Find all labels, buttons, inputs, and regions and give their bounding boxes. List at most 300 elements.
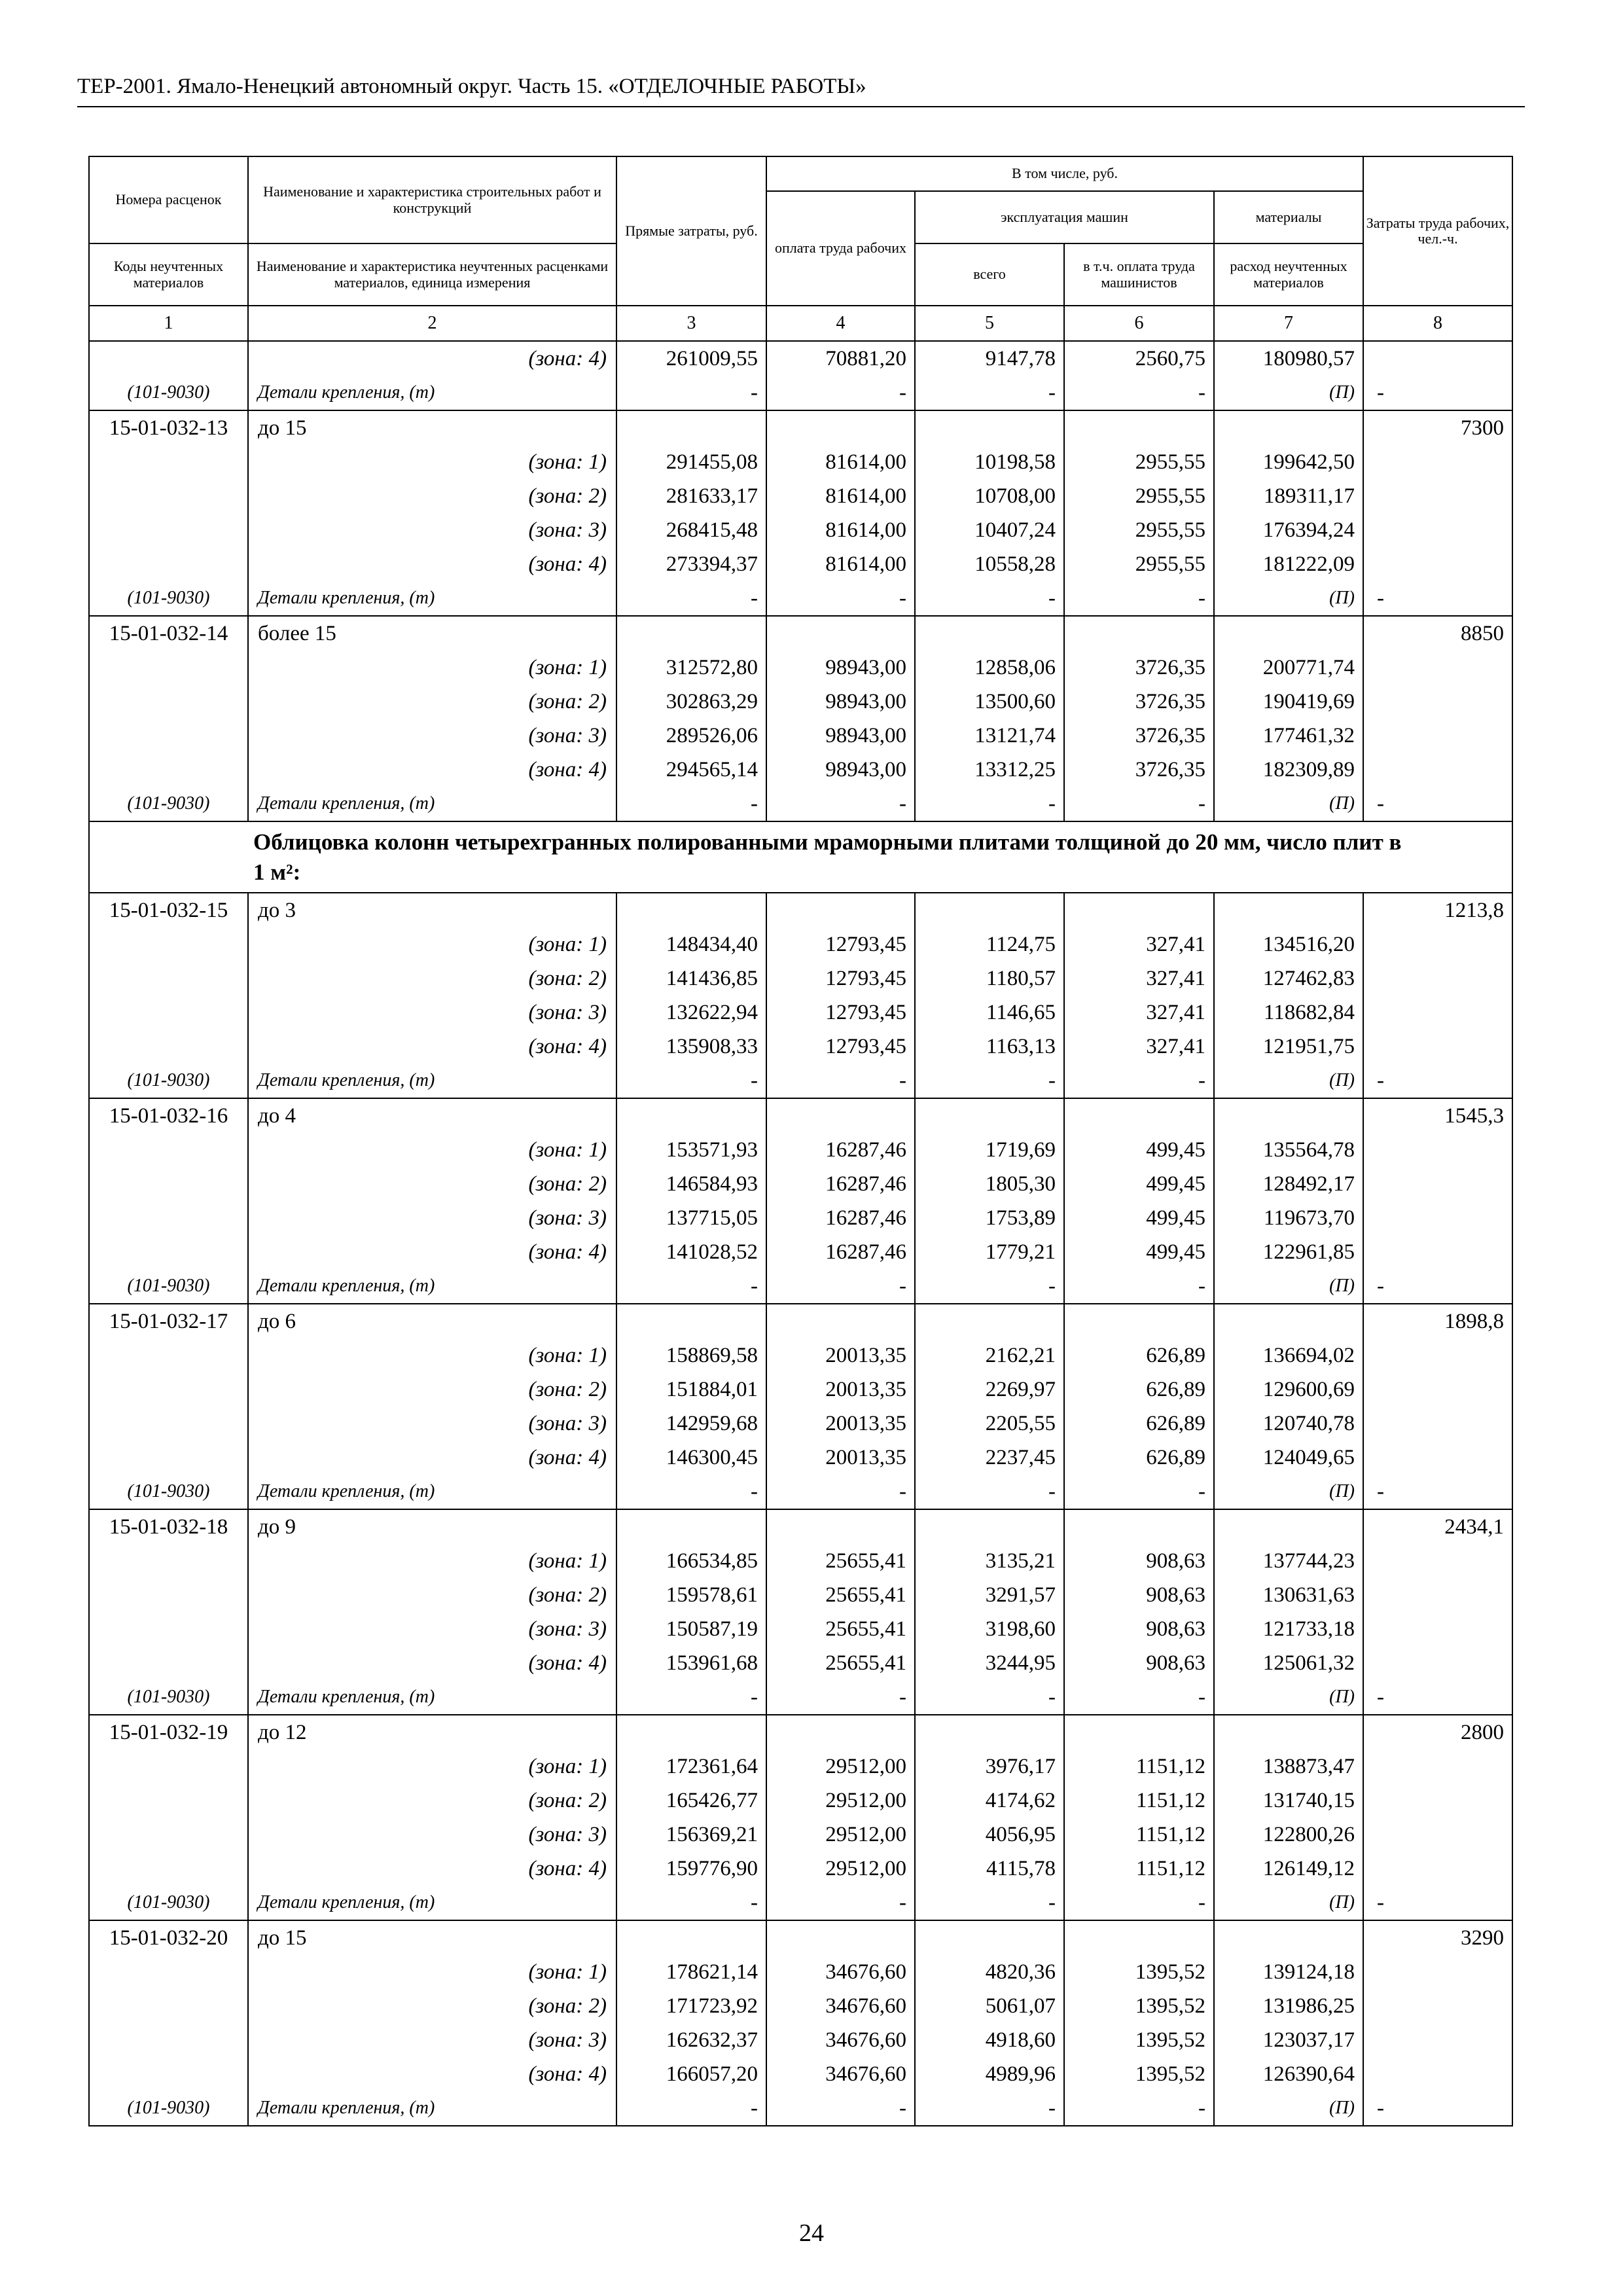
material-value: - — [766, 1680, 915, 1715]
zone-row — [89, 1407, 1512, 1441]
material-value: - — [1064, 1064, 1214, 1098]
col2-header-bottom: Наименование и характеристика неучтенных расценками материалов, единица измерения — [248, 243, 616, 306]
empty-cell — [89, 547, 248, 581]
cost-value: 20013,35 — [766, 1407, 915, 1441]
empty-cell — [766, 616, 915, 651]
col2-header-top: Наименование и характеристика строительных работ и конструкций — [248, 156, 616, 243]
cost-value: 176394,24 — [1214, 513, 1363, 547]
labor-cost: 2800 — [1363, 1715, 1512, 1749]
empty-cell — [1363, 1955, 1512, 1989]
cost-value: 124049,65 — [1214, 1441, 1363, 1475]
cost-value: 499,45 — [1064, 1167, 1214, 1201]
cost-value: 12793,45 — [766, 961, 915, 996]
empty-cell — [915, 893, 1064, 927]
cost-value: 118682,84 — [1214, 996, 1363, 1030]
cost-value: 171723,92 — [616, 1989, 766, 2023]
material-value: (П) — [1214, 1886, 1363, 1920]
labor-cost: 8850 — [1363, 616, 1512, 651]
cost-value: 3726,35 — [1064, 753, 1214, 787]
cost-value: 98943,00 — [766, 685, 915, 719]
empty-cell — [616, 1304, 766, 1338]
rate-code: 15-01-032-15 — [89, 893, 248, 927]
material-code: (101-9030) — [89, 376, 248, 410]
header-rule — [77, 106, 1525, 107]
col3-header: Прямые затраты, руб. — [616, 156, 766, 306]
material-value: - — [766, 1886, 915, 1920]
material-value: - — [1064, 376, 1214, 410]
material-value: - — [1064, 2091, 1214, 2126]
empty-cell — [89, 1372, 248, 1407]
cost-value: 131986,25 — [1214, 1989, 1363, 2023]
zone-row — [89, 547, 1512, 581]
cost-value: 180980,57 — [1214, 341, 1363, 376]
cost-value: 70881,20 — [766, 341, 915, 376]
material-value: - — [1363, 1886, 1512, 1920]
material-code: (101-9030) — [89, 1886, 248, 1920]
col5-header: всего — [915, 243, 1064, 306]
cost-value: 25655,41 — [766, 1544, 915, 1578]
cost-value: 25655,41 — [766, 1578, 915, 1612]
cost-value: 1753,89 — [915, 1201, 1064, 1235]
cost-value: 34676,60 — [766, 2023, 915, 2057]
cost-value: 5061,07 — [915, 1989, 1064, 2023]
empty-cell — [89, 1578, 248, 1612]
material-value: - — [616, 787, 766, 821]
empty-cell — [1363, 1784, 1512, 1818]
empty-cell — [1363, 513, 1512, 547]
cost-value: 273394,37 — [616, 547, 766, 581]
material-code: (101-9030) — [89, 1475, 248, 1509]
empty-cell — [766, 1098, 915, 1133]
cost-value: 294565,14 — [616, 753, 766, 787]
rates-table — [88, 156, 1513, 2126]
cost-value: 626,89 — [1064, 1407, 1214, 1441]
cost-value: 626,89 — [1064, 1441, 1214, 1475]
material-value: - — [1363, 1680, 1512, 1715]
cost-value: 199642,50 — [1214, 445, 1363, 479]
zone-row — [89, 1578, 1512, 1612]
material-value: - — [1363, 1269, 1512, 1304]
rate-code: 15-01-032-20 — [89, 1920, 248, 1955]
cost-value: 98943,00 — [766, 651, 915, 685]
cost-value: 122800,26 — [1214, 1818, 1363, 1852]
empty-cell — [1363, 1612, 1512, 1646]
labor-cost: 1545,3 — [1363, 1098, 1512, 1133]
material-value: - — [915, 1269, 1064, 1304]
col-number: 5 — [915, 306, 1064, 341]
cost-value: 127462,83 — [1214, 961, 1363, 996]
zone-row — [89, 2057, 1512, 2091]
empty-cell — [89, 927, 248, 961]
empty-cell — [766, 1920, 915, 1955]
material-value: (П) — [1214, 787, 1363, 821]
cost-value: 153961,68 — [616, 1646, 766, 1680]
cost-value: 122961,85 — [1214, 1235, 1363, 1269]
zone-row — [89, 1338, 1512, 1372]
cost-value: 25655,41 — [766, 1612, 915, 1646]
empty-cell — [89, 651, 248, 685]
material-value: - — [1064, 581, 1214, 616]
material-value: - — [616, 376, 766, 410]
zone-label: (зона: 4) — [248, 1030, 616, 1064]
cost-value: 189311,17 — [1214, 479, 1363, 513]
rate-row — [89, 1509, 1512, 1544]
material-value: - — [766, 787, 915, 821]
rate-code: 15-01-032-18 — [89, 1509, 248, 1544]
zone-label: (зона: 4) — [248, 753, 616, 787]
cost-value: 146300,45 — [616, 1441, 766, 1475]
zone-row — [89, 1201, 1512, 1235]
material-name: Детали крепления, (т) — [248, 1886, 616, 1920]
cost-value: 2560,75 — [1064, 341, 1214, 376]
cost-value: 34676,60 — [766, 2057, 915, 2091]
cost-value: 327,41 — [1064, 927, 1214, 961]
empty-cell — [89, 753, 248, 787]
empty-cell — [89, 2023, 248, 2057]
material-value: - — [616, 1064, 766, 1098]
empty-cell — [89, 1201, 248, 1235]
empty-cell — [1064, 410, 1214, 445]
material-value: - — [616, 1680, 766, 1715]
rate-code: 15-01-032-13 — [89, 410, 248, 445]
empty-cell — [1363, 1544, 1512, 1578]
zone-label: (зона: 2) — [248, 961, 616, 996]
material-value: - — [766, 376, 915, 410]
cost-value: 121733,18 — [1214, 1612, 1363, 1646]
material-value: - — [915, 2091, 1064, 2126]
material-value: - — [616, 1886, 766, 1920]
empty-cell — [89, 961, 248, 996]
cost-value: 132622,94 — [616, 996, 766, 1030]
material-row — [89, 787, 1512, 821]
cost-value: 119673,70 — [1214, 1201, 1363, 1235]
zone-label: (зона: 2) — [248, 479, 616, 513]
empty-cell — [89, 479, 248, 513]
cost-value: 2237,45 — [915, 1441, 1064, 1475]
cost-value: 81614,00 — [766, 547, 915, 581]
empty-cell — [1363, 1989, 1512, 2023]
material-value: - — [1363, 1064, 1512, 1098]
zone-label: (зона: 4) — [248, 1646, 616, 1680]
material-value: - — [766, 1475, 915, 1509]
cost-value: 1395,52 — [1064, 2023, 1214, 2057]
zone-label: (зона: 2) — [248, 1784, 616, 1818]
section-row — [89, 821, 1512, 893]
zone-label: (зона: 2) — [248, 1578, 616, 1612]
rate-row — [89, 410, 1512, 445]
empty-cell — [1214, 893, 1363, 927]
cost-value: 137744,23 — [1214, 1544, 1363, 1578]
cost-value: 1719,69 — [915, 1133, 1064, 1167]
empty-cell — [915, 1715, 1064, 1749]
zone-row — [89, 1852, 1512, 1886]
zone-label: (зона: 4) — [248, 2057, 616, 2091]
rate-name: до 9 — [248, 1509, 616, 1544]
rate-row — [89, 616, 1512, 651]
cost-value: 13500,60 — [915, 685, 1064, 719]
cost-value: 3291,57 — [915, 1578, 1064, 1612]
material-row — [89, 2091, 1512, 2126]
zone-row — [89, 651, 1512, 685]
empty-cell — [1363, 547, 1512, 581]
material-row — [89, 1064, 1512, 1098]
empty-cell — [89, 1441, 248, 1475]
cost-value: 312572,80 — [616, 651, 766, 685]
cost-value: 3135,21 — [915, 1544, 1064, 1578]
material-value: (П) — [1214, 1064, 1363, 1098]
cost-value: 1124,75 — [915, 927, 1064, 961]
cost-value: 302863,29 — [616, 685, 766, 719]
empty-cell — [1363, 1818, 1512, 1852]
cost-value: 10198,58 — [915, 445, 1064, 479]
incl-header: В том числе, руб. — [766, 156, 1363, 191]
material-value: - — [915, 787, 1064, 821]
zone-row — [89, 1612, 1512, 1646]
rate-name: до 12 — [248, 1715, 616, 1749]
col-number: 3 — [616, 306, 766, 341]
material-value: - — [1064, 1680, 1214, 1715]
empty-cell — [1064, 893, 1214, 927]
empty-cell — [1363, 685, 1512, 719]
empty-cell — [1363, 1441, 1512, 1475]
cost-value: 626,89 — [1064, 1338, 1214, 1372]
cost-value: 12793,45 — [766, 996, 915, 1030]
material-code: (101-9030) — [89, 2091, 248, 2126]
cost-value: 81614,00 — [766, 479, 915, 513]
empty-cell — [1214, 1304, 1363, 1338]
cost-value: 16287,46 — [766, 1133, 915, 1167]
zone-row — [89, 513, 1512, 547]
page-header: ТЕР-2001. Ямало-Ненецкий автономный округ. Часть 15. «ОТДЕЛОЧНЫЕ РАБОТЫ» — [77, 75, 866, 98]
empty-cell — [766, 410, 915, 445]
cost-value: 98943,00 — [766, 719, 915, 753]
empty-cell — [616, 1509, 766, 1544]
empty-cell — [1363, 961, 1512, 996]
cost-value: 1146,65 — [915, 996, 1064, 1030]
cost-value: 2955,55 — [1064, 445, 1214, 479]
empty-cell — [1214, 410, 1363, 445]
cost-value: 4989,96 — [915, 2057, 1064, 2091]
material-row — [89, 1680, 1512, 1715]
cost-value: 34676,60 — [766, 1989, 915, 2023]
material-name: Детали крепления, (т) — [248, 787, 616, 821]
empty-cell — [616, 616, 766, 651]
section-title: Облицовка колонн четырехгранных полированными мраморными плитами толщиной до 20 мм, число плит в 1 м²: — [89, 821, 1512, 893]
cost-value: 16287,46 — [766, 1201, 915, 1235]
empty-cell — [89, 1407, 248, 1441]
cost-value: 908,63 — [1064, 1544, 1214, 1578]
empty-cell — [89, 1784, 248, 1818]
empty-cell — [1064, 1098, 1214, 1133]
material-name: Детали крепления, (т) — [248, 2091, 616, 2126]
cost-value: 10708,00 — [915, 479, 1064, 513]
col-number: 2 — [248, 306, 616, 341]
zone-row — [89, 1133, 1512, 1167]
cost-value: 81614,00 — [766, 513, 915, 547]
empty-cell — [89, 2057, 248, 2091]
cost-value: 12793,45 — [766, 927, 915, 961]
cost-value: 135908,33 — [616, 1030, 766, 1064]
col-number: 4 — [766, 306, 915, 341]
rate-code: 15-01-032-19 — [89, 1715, 248, 1749]
material-code: (101-9030) — [89, 581, 248, 616]
empty-cell — [1214, 1715, 1363, 1749]
cost-value: 150587,19 — [616, 1612, 766, 1646]
cost-value: 16287,46 — [766, 1167, 915, 1201]
empty-cell — [1363, 1338, 1512, 1372]
material-name: Детали крепления, (т) — [248, 1680, 616, 1715]
empty-cell — [915, 1304, 1064, 1338]
material-code: (101-9030) — [89, 1064, 248, 1098]
empty-cell — [1363, 753, 1512, 787]
empty-cell — [1363, 927, 1512, 961]
zone-row — [89, 2023, 1512, 2057]
zone-label: (зона: 3) — [248, 1612, 616, 1646]
empty-cell — [1363, 341, 1512, 376]
col-number: 7 — [1214, 306, 1363, 341]
material-value: - — [1064, 787, 1214, 821]
empty-cell — [89, 1167, 248, 1201]
cost-value: 159578,61 — [616, 1578, 766, 1612]
cost-value: 908,63 — [1064, 1612, 1214, 1646]
cost-value: 3198,60 — [915, 1612, 1064, 1646]
empty-cell — [89, 1955, 248, 1989]
cost-value: 1805,30 — [915, 1167, 1064, 1201]
empty-cell — [1363, 1167, 1512, 1201]
cost-value: 137715,05 — [616, 1201, 766, 1235]
material-name: Детали крепления, (т) — [248, 376, 616, 410]
material-value: - — [616, 1475, 766, 1509]
cost-value: 134516,20 — [1214, 927, 1363, 961]
empty-cell — [89, 1818, 248, 1852]
cost-value: 141028,52 — [616, 1235, 766, 1269]
empty-cell — [1363, 651, 1512, 685]
cost-value: 2269,97 — [915, 1372, 1064, 1407]
material-row — [89, 1886, 1512, 1920]
cost-value: 190419,69 — [1214, 685, 1363, 719]
cost-value: 126390,64 — [1214, 2057, 1363, 2091]
zone-row — [89, 1030, 1512, 1064]
cost-value: 135564,78 — [1214, 1133, 1363, 1167]
rate-row — [89, 1098, 1512, 1133]
cost-value: 158869,58 — [616, 1338, 766, 1372]
cost-value: 1151,12 — [1064, 1818, 1214, 1852]
empty-cell — [1363, 1372, 1512, 1407]
rate-code: 15-01-032-16 — [89, 1098, 248, 1133]
zone-label: (зона: 3) — [248, 2023, 616, 2057]
material-row — [89, 581, 1512, 616]
cost-value: 1151,12 — [1064, 1852, 1214, 1886]
empty-cell — [1363, 1852, 1512, 1886]
material-value: (П) — [1214, 2091, 1363, 2126]
empty-cell — [616, 893, 766, 927]
zone-label: (зона: 4) — [248, 1235, 616, 1269]
cost-value: 3726,35 — [1064, 685, 1214, 719]
zone-label: (зона: 4) — [248, 341, 616, 376]
zone-row — [89, 341, 1512, 376]
material-value: - — [1363, 1475, 1512, 1509]
zone-label: (зона: 1) — [248, 1133, 616, 1167]
cost-value: 166534,85 — [616, 1544, 766, 1578]
material-value: - — [616, 1269, 766, 1304]
material-name: Детали крепления, (т) — [248, 581, 616, 616]
material-value: - — [1363, 581, 1512, 616]
empty-cell — [89, 1544, 248, 1578]
material-name: Детали крепления, (т) — [248, 1064, 616, 1098]
empty-cell — [89, 1133, 248, 1167]
cost-value: 2955,55 — [1064, 547, 1214, 581]
zone-label: (зона: 4) — [248, 547, 616, 581]
empty-cell — [1064, 1920, 1214, 1955]
cost-value: 200771,74 — [1214, 651, 1363, 685]
cost-value: 131740,15 — [1214, 1784, 1363, 1818]
zone-label: (зона: 2) — [248, 1989, 616, 2023]
labor-cost: 2434,1 — [1363, 1509, 1512, 1544]
materials-header: материалы — [1214, 191, 1363, 243]
material-value: - — [915, 1475, 1064, 1509]
empty-cell — [1363, 479, 1512, 513]
cost-value: 2162,21 — [915, 1338, 1064, 1372]
rate-row — [89, 893, 1512, 927]
zone-row — [89, 1441, 1512, 1475]
cost-value: 126149,12 — [1214, 1852, 1363, 1886]
material-name: Детали крепления, (т) — [248, 1269, 616, 1304]
empty-cell — [1214, 1920, 1363, 1955]
cost-value: 177461,32 — [1214, 719, 1363, 753]
empty-cell — [1363, 445, 1512, 479]
cost-value: 1779,21 — [915, 1235, 1064, 1269]
empty-cell — [89, 1852, 248, 1886]
cost-value: 178621,14 — [616, 1955, 766, 1989]
rate-row — [89, 1715, 1512, 1749]
zone-label: (зона: 4) — [248, 1441, 616, 1475]
cost-value: 148434,40 — [616, 927, 766, 961]
cost-value: 181222,09 — [1214, 547, 1363, 581]
zone-label: (зона: 2) — [248, 1372, 616, 1407]
cost-value: 29512,00 — [766, 1749, 915, 1784]
labor-cost: 7300 — [1363, 410, 1512, 445]
material-value: - — [766, 2091, 915, 2126]
cost-value: 20013,35 — [766, 1338, 915, 1372]
zone-row — [89, 1955, 1512, 1989]
zone-row — [89, 1749, 1512, 1784]
cost-value: 2955,55 — [1064, 513, 1214, 547]
cost-value: 908,63 — [1064, 1646, 1214, 1680]
cost-value: 151884,01 — [616, 1372, 766, 1407]
cost-value: 3726,35 — [1064, 719, 1214, 753]
cost-value: 1395,52 — [1064, 1955, 1214, 1989]
cost-value: 4056,95 — [915, 1818, 1064, 1852]
zone-row — [89, 961, 1512, 996]
zone-row — [89, 719, 1512, 753]
cost-value: 1395,52 — [1064, 2057, 1214, 2091]
empty-cell — [616, 1098, 766, 1133]
cost-value: 129600,69 — [1214, 1372, 1363, 1407]
empty-cell — [1363, 1030, 1512, 1064]
cost-value: 166057,20 — [616, 2057, 766, 2091]
empty-cell — [89, 1030, 248, 1064]
zone-row — [89, 1784, 1512, 1818]
machines-header: эксплуатация машин — [915, 191, 1214, 243]
zone-label: (зона: 2) — [248, 1167, 616, 1201]
cost-value: 130631,63 — [1214, 1578, 1363, 1612]
material-value: - — [766, 581, 915, 616]
empty-cell — [1064, 1509, 1214, 1544]
labor-cost: 1898,8 — [1363, 1304, 1512, 1338]
empty-cell — [89, 1612, 248, 1646]
col4-header: оплата труда рабочих — [766, 191, 915, 306]
empty-cell — [1363, 1578, 1512, 1612]
